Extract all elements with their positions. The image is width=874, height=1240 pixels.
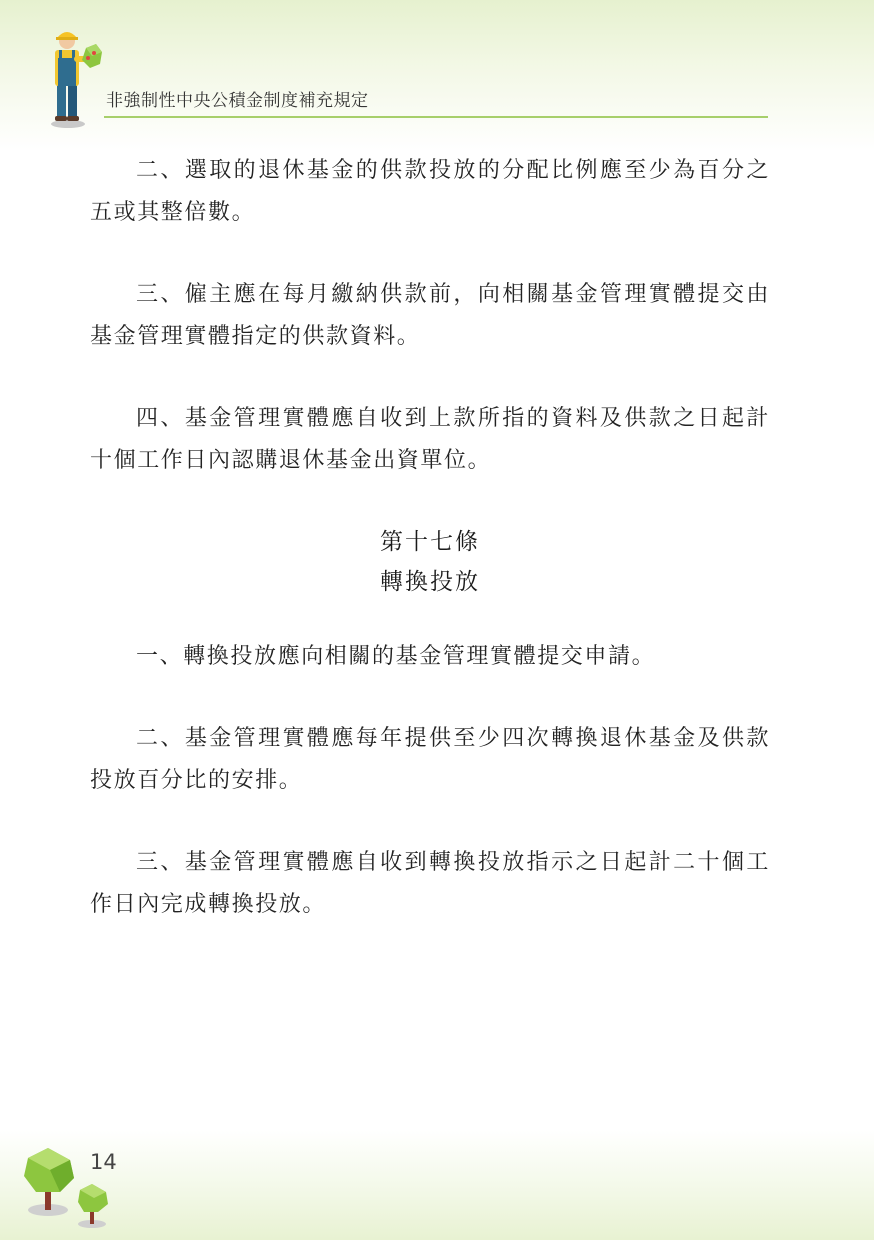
header-band — [0, 0, 874, 150]
article-heading — [90, 522, 770, 602]
worker-illustration-icon — [44, 24, 104, 130]
paragraph-3-switch-completion: 三、基金管理實體應自收到轉換投放指示之日起計二十個工作日內完成轉換投放。 — [90, 850, 770, 917]
header-divider — [104, 116, 768, 118]
article-number: 第十七條 — [380, 529, 480, 555]
article-title: 轉換投放 — [380, 569, 480, 595]
paragraph-2-switch-frequency: 二、基金管理實體應每年提供至少四次轉換退休基金及供款投放百分比的安排。 — [90, 726, 770, 793]
document-body — [90, 150, 770, 966]
paragraph-1-switch-request: 一、轉換投放應向相關的基金管理實體提交申請。 — [136, 644, 656, 669]
header-title: 非強制性中央公積金制度補充規定 — [106, 91, 369, 111]
paragraph-4-subscription-deadline: 四、基金管理實體應自收到上款所指的資料及供款之日起計十個工作日內認購退休基金出資單位。 — [90, 406, 770, 473]
paragraph-3-contribution-data: 三、僱主應在每月繳納供款前，向相關基金管理實體提交由基金管理實體指定的供款資料。 — [90, 282, 770, 349]
footer-band — [0, 1130, 874, 1240]
paragraph-2-allocation-percentage: 二、選取的退休基金的供款投放的分配比例應至少為百分之五或其整倍數。 — [90, 158, 770, 225]
page-number: 14 — [90, 1150, 117, 1174]
